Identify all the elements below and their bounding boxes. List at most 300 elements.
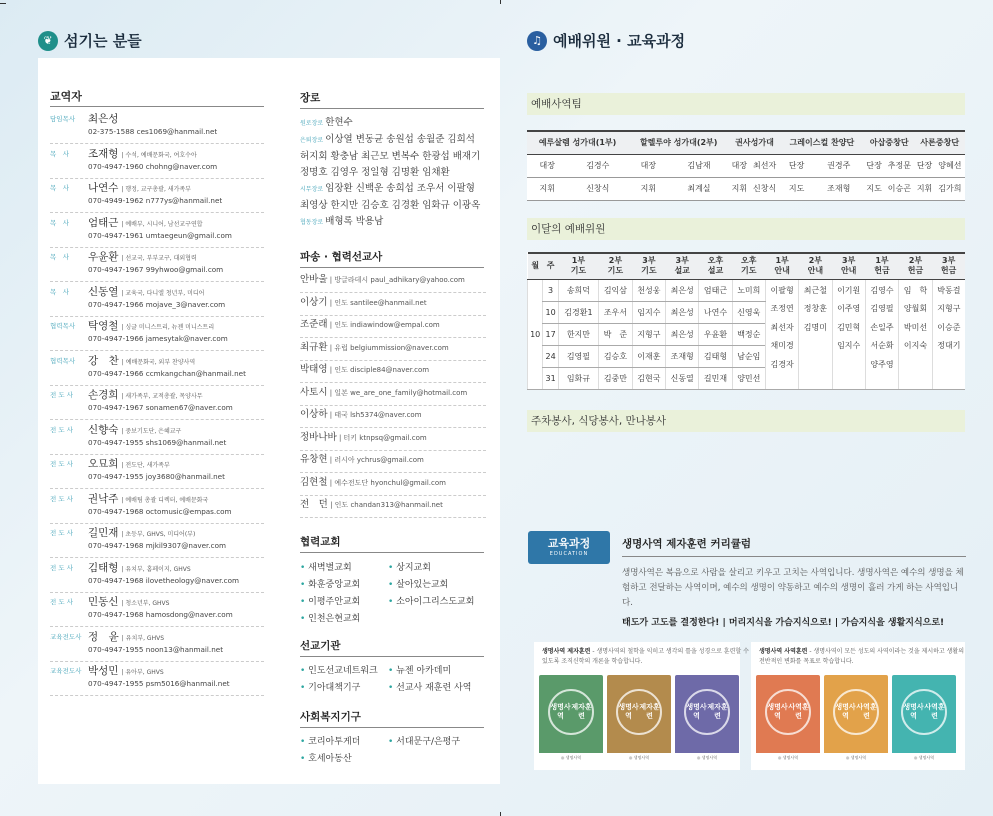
education-badge bbox=[528, 531, 610, 564]
elder-group bbox=[300, 181, 486, 214]
monthly-header-part: 기도 bbox=[570, 266, 587, 276]
staff-role: 교육전도사 bbox=[50, 632, 82, 641]
monthly-header-part: 1부 bbox=[875, 256, 889, 266]
missionary-row bbox=[300, 383, 486, 406]
monthly-header-part: 3부 bbox=[675, 256, 689, 266]
staff-entry bbox=[50, 593, 264, 627]
staff-name-text: 우윤환 bbox=[88, 251, 119, 263]
divider bbox=[300, 267, 484, 268]
elder-names: 한현수 bbox=[325, 117, 353, 128]
staff-duty: | 예배팀 총괄 디렉터, 예배문화국 bbox=[121, 496, 209, 504]
missionary-email: lsh5374@naver.com bbox=[350, 411, 422, 419]
staff-name bbox=[88, 353, 195, 368]
elder-group bbox=[300, 214, 486, 231]
staff-contact: 070-4947-1966 mojave_3@naver.com bbox=[88, 299, 226, 309]
monthly-header-part: 헌금 bbox=[940, 266, 957, 276]
usher-name: 이주영 bbox=[837, 304, 861, 313]
book-footer: ◎ 생명사역 bbox=[607, 753, 671, 763]
missionary-email: indiawindow@empal.com bbox=[350, 321, 440, 329]
monthly-header-part: 주 bbox=[546, 261, 555, 271]
missionary-country: 일본 bbox=[334, 388, 348, 397]
table-cell: 지도 bbox=[780, 177, 814, 200]
monthly-header-part: 3부 bbox=[842, 256, 856, 266]
table-cell: 3 bbox=[543, 279, 558, 301]
monthly-header bbox=[765, 253, 798, 279]
table-cell: 지휘 bbox=[729, 177, 749, 200]
usher-name: 김영필 bbox=[870, 304, 894, 313]
usher-name: 채미경 bbox=[770, 341, 794, 350]
worship-team-table bbox=[527, 130, 965, 201]
staff-name-text: 정 윤 bbox=[88, 630, 119, 643]
usher-name: 박미선 bbox=[903, 322, 928, 332]
usher-name: 정창훈 bbox=[803, 304, 827, 313]
missionary-name: 전 던 bbox=[300, 499, 328, 510]
book-title: 생명사역 제자훈련 bbox=[548, 689, 594, 735]
table-cell: 백정순 bbox=[732, 323, 765, 345]
staff-name bbox=[88, 215, 203, 230]
staff-duty: | 예배문화국, 외부 찬양사역 bbox=[121, 358, 196, 366]
separator: | bbox=[327, 501, 335, 509]
staff-role: 담임목사 bbox=[50, 115, 76, 123]
separator: | bbox=[327, 298, 335, 307]
staff-role: 전 도 사 bbox=[50, 529, 73, 537]
staff-entry bbox=[50, 455, 264, 489]
usher-name: 서순화 bbox=[870, 341, 894, 350]
elder-tag: 은퇴장로 bbox=[300, 137, 324, 144]
usher-name: 김명미 bbox=[803, 322, 827, 332]
usher-name: 손일주 bbox=[870, 322, 894, 332]
team-header: 아삽중창단 bbox=[864, 131, 914, 154]
book-cover bbox=[539, 675, 603, 763]
staff-name bbox=[88, 663, 164, 678]
staff-role: 목 사 bbox=[50, 218, 70, 227]
table-cell: 김익삼 bbox=[599, 279, 633, 301]
table-cell: 10 bbox=[543, 301, 558, 323]
staff-name bbox=[88, 629, 164, 644]
book-cover bbox=[675, 675, 739, 763]
table-cell: 박 준 bbox=[599, 323, 633, 345]
staff-role: 목 사 bbox=[50, 184, 70, 192]
staff-name-text: 민동신 bbox=[88, 596, 119, 608]
monthly-header-part: 1부 bbox=[571, 256, 586, 266]
staff-name-text: 오묘희 bbox=[88, 458, 119, 470]
staff-name-text: 강 찬 bbox=[88, 354, 119, 367]
table-cell: 지휘 bbox=[527, 177, 567, 200]
table-cell: 김현국 bbox=[632, 367, 665, 389]
table-cell: 송희덕 bbox=[558, 279, 598, 301]
staff-entry bbox=[50, 352, 264, 386]
staff-name bbox=[88, 180, 191, 195]
usher-name: 이승준 bbox=[937, 322, 961, 332]
missionary-email: chandan313@hanmail.net bbox=[350, 501, 443, 509]
missionary-name: 사토시 bbox=[300, 386, 328, 398]
staff-duty: | 전도단, 새가족부 bbox=[121, 462, 170, 469]
book-footer: ◎ 생명사역 bbox=[675, 753, 739, 763]
monthly-header bbox=[558, 253, 598, 279]
staff-name bbox=[88, 594, 169, 609]
separator: | bbox=[327, 478, 335, 487]
monthly-header bbox=[732, 253, 765, 279]
usher-column bbox=[765, 279, 798, 389]
table-cell: 31 bbox=[543, 367, 558, 389]
staff-role: 전 도 사 bbox=[50, 391, 73, 399]
missionary-row bbox=[300, 293, 486, 316]
team-header: 그레이스컬 찬양단 bbox=[780, 131, 864, 154]
list-item: • 살아있는교회 bbox=[388, 577, 448, 590]
staff-name bbox=[88, 560, 191, 575]
missionary-name: 최규환 bbox=[300, 341, 328, 353]
table-cell: 조재형 bbox=[813, 177, 864, 200]
missionary-row bbox=[300, 360, 486, 383]
table-cell: 24 bbox=[543, 345, 558, 367]
staff-contact: 070-4947-1966 jamesytak@naver.com bbox=[88, 334, 228, 343]
missionary-row bbox=[300, 495, 486, 518]
table-cell: 신영욱 bbox=[732, 301, 765, 323]
missionary-country: 터키 bbox=[343, 433, 358, 442]
table-cell: 최은성 bbox=[666, 279, 699, 301]
usher-name: 지형구 bbox=[937, 304, 961, 313]
staff-role: 전 도 사 bbox=[50, 598, 73, 606]
list-item: • 소아이그리스도교회 bbox=[388, 594, 474, 607]
table-cell: 임지수 bbox=[632, 301, 665, 323]
staff-entry bbox=[50, 386, 264, 420]
missionary-name: 박태영 bbox=[300, 364, 328, 375]
separator: | bbox=[327, 411, 335, 419]
elders-list bbox=[300, 115, 486, 231]
table-cell: 김경수 bbox=[567, 154, 628, 177]
staff-name-text: 박성민 bbox=[88, 665, 119, 677]
crop-mark bbox=[500, 812, 501, 816]
agency-heading: 선교기관 bbox=[300, 640, 341, 652]
table-cell: 이승곤 bbox=[884, 177, 914, 200]
table-cell: 엄태근 bbox=[699, 279, 732, 301]
monthly-header-part: 기도 bbox=[741, 266, 757, 276]
staff-entry bbox=[50, 524, 264, 558]
staff-role: 교육전도사 bbox=[50, 667, 82, 675]
staff-contact: 070-4947-1955 noon13@hanmail.net bbox=[88, 644, 224, 654]
table-cell: 단장 bbox=[864, 154, 884, 177]
table-cell: 최은성 bbox=[666, 323, 699, 345]
staff-entry bbox=[50, 110, 264, 144]
elder-tag: 시무장로 bbox=[300, 186, 324, 193]
table-cell: 17 bbox=[543, 323, 558, 345]
staff-entry bbox=[50, 283, 264, 317]
missionary-row bbox=[300, 338, 486, 361]
table-cell: 김가희 bbox=[935, 177, 965, 200]
missionary-country: 유럽 bbox=[334, 343, 348, 352]
divider bbox=[622, 556, 966, 557]
monthly-header-part: 설교 bbox=[707, 266, 724, 276]
book-title: 생명사역 제자훈련 bbox=[616, 689, 662, 735]
missionary-email: belgiummission@naver.com bbox=[350, 343, 449, 352]
usher-name: 김민혁 bbox=[837, 322, 861, 332]
monthly-header-part: 안내 bbox=[840, 266, 857, 276]
monthly-header bbox=[543, 253, 558, 279]
monthly-header bbox=[899, 253, 933, 279]
missionary-name: 유창현 bbox=[300, 454, 328, 465]
curriculum-desc-2: 생명사역 사역훈련 - 생명사역이 모든 성도의 사역이라는 것을 제시하고 생활의 전반적인 변화를 목표로 학습합니다. bbox=[759, 648, 964, 665]
staff-name-text: 신향숙 bbox=[88, 423, 119, 436]
welfare-heading: 사회복지기구 bbox=[300, 711, 361, 723]
monthly-header-part: 헌금 bbox=[874, 266, 890, 276]
staff-duty: | 유아부, GHVS bbox=[121, 669, 164, 676]
usher-name: 임 학 bbox=[903, 285, 928, 295]
curriculum-box-1 bbox=[534, 642, 749, 770]
missionary-email: ychrus@gmail.com bbox=[356, 456, 424, 464]
staff-entry bbox=[50, 421, 264, 455]
usher-name: 박동걸 bbox=[937, 285, 961, 295]
table-cell: 추정문 bbox=[884, 154, 914, 177]
staff-name bbox=[88, 422, 181, 437]
staff-duty: | 행정, 교구총괄, 새가족부 bbox=[121, 186, 191, 193]
monthly-header-part: 설교 bbox=[674, 266, 690, 276]
table-cell: 양민선 bbox=[732, 367, 765, 389]
missionary-email: disciple84@naver.com bbox=[350, 366, 430, 374]
staff-name-text: 엄태근 bbox=[88, 216, 119, 229]
staff-duty: | 예배부, 시니어, 남선교구연합 bbox=[121, 220, 203, 228]
staff-entry bbox=[50, 145, 264, 179]
staff-duty: | 교육국, 다니엘 청년부, 미디어 bbox=[121, 289, 205, 297]
usher-name: 임지수 bbox=[837, 341, 861, 350]
usher-name: 이지숙 bbox=[903, 341, 928, 350]
table-row bbox=[527, 177, 965, 200]
staff-heading: 교역자 bbox=[50, 90, 82, 103]
staff-contact: 070-4947-1966 ccmkangchan@hanmail.net bbox=[88, 368, 246, 378]
elder-tag: 원로장로 bbox=[300, 120, 324, 127]
usher-name: 최선자 bbox=[770, 322, 794, 332]
missionary-country: 인도 bbox=[334, 321, 348, 329]
list-item: • 화훈중앙교회 bbox=[300, 577, 360, 590]
staff-duty: | 수석, 예배문화국, 여호수아 bbox=[121, 151, 197, 159]
table-cell: 이재훈 bbox=[632, 345, 665, 367]
worship-title-text: 예배위원 · 교육과정 bbox=[553, 32, 686, 50]
missionary-row bbox=[300, 315, 486, 338]
separator: | bbox=[327, 343, 335, 352]
curriculum-box-2 bbox=[751, 642, 965, 770]
staff-name-text: 조재형 bbox=[88, 147, 119, 160]
monthly-header bbox=[832, 253, 865, 279]
usher-name: 최근철 bbox=[803, 285, 827, 295]
monthly-header-part: 월 bbox=[531, 261, 540, 271]
staff-name bbox=[88, 491, 208, 506]
staff-duty: | 선교국, 부부교구, 대외협력 bbox=[121, 255, 197, 262]
table-cell: 대장 bbox=[527, 154, 567, 177]
elders-heading: 장로 bbox=[300, 92, 321, 104]
monthly-header-part: 오후 bbox=[741, 256, 757, 266]
monthly-header-part: 헌금 bbox=[907, 266, 924, 276]
list-item: • 뉴젠 아카데미 bbox=[388, 663, 451, 676]
table-cell: 지도 bbox=[864, 177, 884, 200]
list-item: • 상지교회 bbox=[388, 560, 431, 573]
staff-contact: 070-4949-1962 n777ys@hanmail.net bbox=[88, 196, 223, 205]
staff-contact: 070-4947-1967 99yhwoo@gmail.com bbox=[88, 265, 224, 274]
divider bbox=[50, 106, 264, 107]
staff-contact: 070-4947-1955 joy3680@hanmail.net bbox=[88, 472, 225, 481]
staff-name bbox=[88, 249, 197, 264]
monthly-header-part: 안내 bbox=[774, 266, 790, 276]
table-cell: 대장 bbox=[628, 154, 668, 177]
staff-contact: 070-4947-1968 hamosdong@naver.com bbox=[88, 610, 233, 619]
book-cover bbox=[892, 675, 956, 763]
table-cell: 천성웅 bbox=[632, 279, 665, 301]
separator: | bbox=[327, 456, 335, 464]
table-cell: 지휘 bbox=[628, 177, 668, 200]
table-cell: 지휘 bbox=[914, 177, 934, 200]
staff-contact: 070-4947-1955 psm5016@hanmail.net bbox=[88, 679, 230, 688]
book-title: 생명사역 제자훈련 bbox=[684, 689, 730, 735]
table-cell: 길민재 bbox=[699, 367, 732, 389]
staff-duty: | 유치부, GHVS bbox=[121, 634, 165, 642]
team-header: 사론중창단 bbox=[914, 131, 965, 154]
book-cover bbox=[824, 675, 888, 763]
education-badge-en: EDUCATION bbox=[549, 551, 589, 557]
staff-role: 목 사 bbox=[50, 253, 70, 261]
missionary-country: 인도 bbox=[334, 298, 348, 307]
monthly-header-part: 1부 bbox=[775, 256, 789, 266]
church-panel bbox=[278, 58, 500, 784]
table-cell: 지형구 bbox=[632, 323, 665, 345]
staff-entry bbox=[50, 214, 264, 248]
leaf-icon: ❦ bbox=[38, 31, 58, 51]
usher-name: 양월회 bbox=[903, 304, 928, 313]
staff-name-text: 탁영철 bbox=[88, 320, 119, 332]
missionary-country: 방글라데시 bbox=[334, 276, 369, 284]
monthly-header-part: 안내 bbox=[807, 266, 824, 276]
table-cell: 나연수 bbox=[699, 301, 732, 323]
missionary-country: 예수전도단 bbox=[334, 478, 369, 487]
staff-name bbox=[88, 146, 197, 161]
staff-name bbox=[88, 111, 118, 126]
list-item: • 이평주안교회 bbox=[300, 594, 360, 607]
missionary-country: 인도 bbox=[334, 366, 348, 374]
book-footer: ◎ 생명사역 bbox=[539, 753, 603, 763]
monthly-header-part: 기도 bbox=[641, 266, 657, 276]
divider bbox=[300, 108, 484, 109]
staff-name-text: 나연수 bbox=[88, 182, 119, 194]
worship-team-bar: 예배사역팀 bbox=[527, 93, 965, 115]
missionary-email: hyonchul@gmail.com bbox=[370, 478, 446, 487]
monthly-header bbox=[666, 253, 699, 279]
staff-name bbox=[88, 318, 214, 333]
staff-duty: | 새가족부, 교적총괄, 목양사무 bbox=[121, 393, 203, 400]
staff-duty: | 중보기도단, 은혜교구 bbox=[121, 427, 182, 435]
usher-name: 조정연 bbox=[770, 304, 794, 313]
elder-names: 배형록 박용남 bbox=[325, 216, 384, 227]
monthly-header-part: 오후 bbox=[707, 256, 724, 266]
missions-heading: 파송 · 협력선교사 bbox=[300, 251, 383, 263]
staff-contact: 070-4947-1960 chohng@naver.com bbox=[88, 161, 218, 171]
table-cell: 김태형 bbox=[699, 345, 732, 367]
usher-column bbox=[799, 279, 832, 389]
missionary-country: 태국 bbox=[334, 411, 348, 419]
table-cell: 김중만 bbox=[599, 367, 633, 389]
service-bar: 주차봉사, 식당봉사, 만나봉사 bbox=[527, 410, 965, 432]
monthly-header bbox=[599, 253, 633, 279]
missionary-country: 인도 bbox=[334, 501, 349, 509]
education-body: 생명사역은 복음으로 사람을 살리고 키우고 고치는 사역입니다. 생명사역은 예수의 생명을 체험하고 전달하는 사역이며, 예수의 생명이 약동하고 예수의 생명이 흘러 가게 하는 사역입니다. bbox=[622, 568, 964, 608]
separator: | bbox=[327, 276, 335, 284]
divider bbox=[300, 727, 484, 728]
elder-names: 임장환 신백운 송희섭 조우서 이팔형 최영상 한지만 김승호 김경환 임화규 이광옥 bbox=[300, 183, 481, 211]
book-footer: ◎ 생명사역 bbox=[892, 753, 956, 763]
book-footer: ◎ 생명사역 bbox=[824, 753, 888, 763]
table-cell: 김승호 bbox=[599, 345, 633, 367]
staff-role: 전 도 사 bbox=[50, 425, 73, 434]
staff-entry bbox=[50, 248, 264, 282]
education-emphasis: 태도가 고도를 결정한다! | 머리지식을 가슴지식으로! | 가슴지식을 생활지식으로! bbox=[622, 618, 945, 628]
education-badge-label: 교육과정 bbox=[547, 537, 591, 550]
curriculum-desc-1: 생명사역 제자훈련 - 생명사역의 철학을 익히고 생각의 틀을 성경으로 훈련할 수 있도록 조직신학의 개론을 학습합니다. bbox=[542, 648, 749, 665]
staff-name-text: 신동열 bbox=[88, 285, 119, 298]
servants-title bbox=[38, 30, 142, 51]
table-cell: 신창식 bbox=[749, 177, 779, 200]
staff-contact: 070-4947-1955 shs1069@hanmail.net bbox=[88, 437, 227, 447]
usher-name: 정대기 bbox=[937, 341, 961, 350]
education-title: 생명사역 제자훈련 커리큘럼 bbox=[622, 538, 752, 550]
servants-title-text: 섬기는 분들 bbox=[64, 32, 142, 50]
table-cell: 남순임 bbox=[732, 345, 765, 367]
missionary-row bbox=[300, 428, 486, 451]
monthly-header bbox=[865, 253, 898, 279]
staff-contact: 02-375-1588 ces1069@hanmail.net bbox=[88, 127, 218, 136]
separator: | bbox=[327, 388, 335, 397]
monthly-header bbox=[632, 253, 665, 279]
missionary-email: we_are_one_family@hotmail.com bbox=[350, 388, 468, 397]
staff-role: 전 도 사 bbox=[50, 563, 73, 572]
team-header: 할렐루야 성가대(2부) bbox=[628, 131, 729, 154]
staff-role: 전 도 사 bbox=[50, 460, 73, 468]
table-cell: 김경환1 bbox=[558, 301, 598, 323]
missionary-row bbox=[300, 405, 486, 428]
table-cell: 노미희 bbox=[732, 279, 765, 301]
staff-name-text: 손경희 bbox=[88, 389, 119, 401]
separator: | bbox=[336, 433, 344, 442]
table-cell: 김영필 bbox=[558, 345, 598, 367]
staff-entry bbox=[50, 179, 264, 213]
staff-name-text: 김태형 bbox=[88, 561, 119, 574]
table-cell: 양혜선 bbox=[935, 154, 965, 177]
missionary-name: 조준래 bbox=[300, 319, 328, 330]
staff-entry bbox=[50, 628, 264, 662]
usher-name: 이팔형 bbox=[770, 285, 794, 295]
worship-title bbox=[527, 30, 685, 51]
list-item: • 코리아투게더 bbox=[300, 734, 360, 747]
staff-duty: | 싱글 미니스트리, 뉴젠 미니스트리 bbox=[121, 324, 215, 331]
table-cell: 임화규 bbox=[558, 367, 598, 389]
staff-name-text: 길민재 bbox=[88, 527, 119, 539]
table-cell: 신창식 bbox=[567, 177, 628, 200]
missionary-email: ktnpsq@gmail.com bbox=[359, 433, 427, 442]
missionary-email: santilee@hanmail.net bbox=[350, 298, 427, 307]
staff-contact: 070-4947-1968 ilovetheology@naver.com bbox=[88, 575, 239, 585]
staff-contact: 070-4947-1968 octomusic@empas.com bbox=[88, 506, 232, 516]
team-header: 예루살렘 성가대(1부) bbox=[527, 131, 628, 154]
table-row bbox=[527, 154, 965, 177]
book-title: 생명사역 사역훈련 bbox=[765, 689, 811, 735]
staff-role: 협력목사 bbox=[50, 322, 76, 330]
usher-column bbox=[932, 279, 965, 389]
missionary-name: 이상기 bbox=[300, 296, 328, 308]
book-footer: ◎ 생명사역 bbox=[756, 753, 820, 763]
staff-role: 목 사 bbox=[50, 149, 70, 158]
elder-group bbox=[300, 115, 486, 132]
staff-role: 전 도 사 bbox=[50, 494, 73, 503]
monthly-header-part: 기도 bbox=[607, 266, 624, 276]
month-cell: 10 bbox=[528, 279, 543, 389]
list-item: • 서대문구/은평구 bbox=[388, 734, 460, 747]
coop-heading: 협력교회 bbox=[300, 536, 341, 548]
list-item: • 기아대책기구 bbox=[300, 680, 360, 693]
